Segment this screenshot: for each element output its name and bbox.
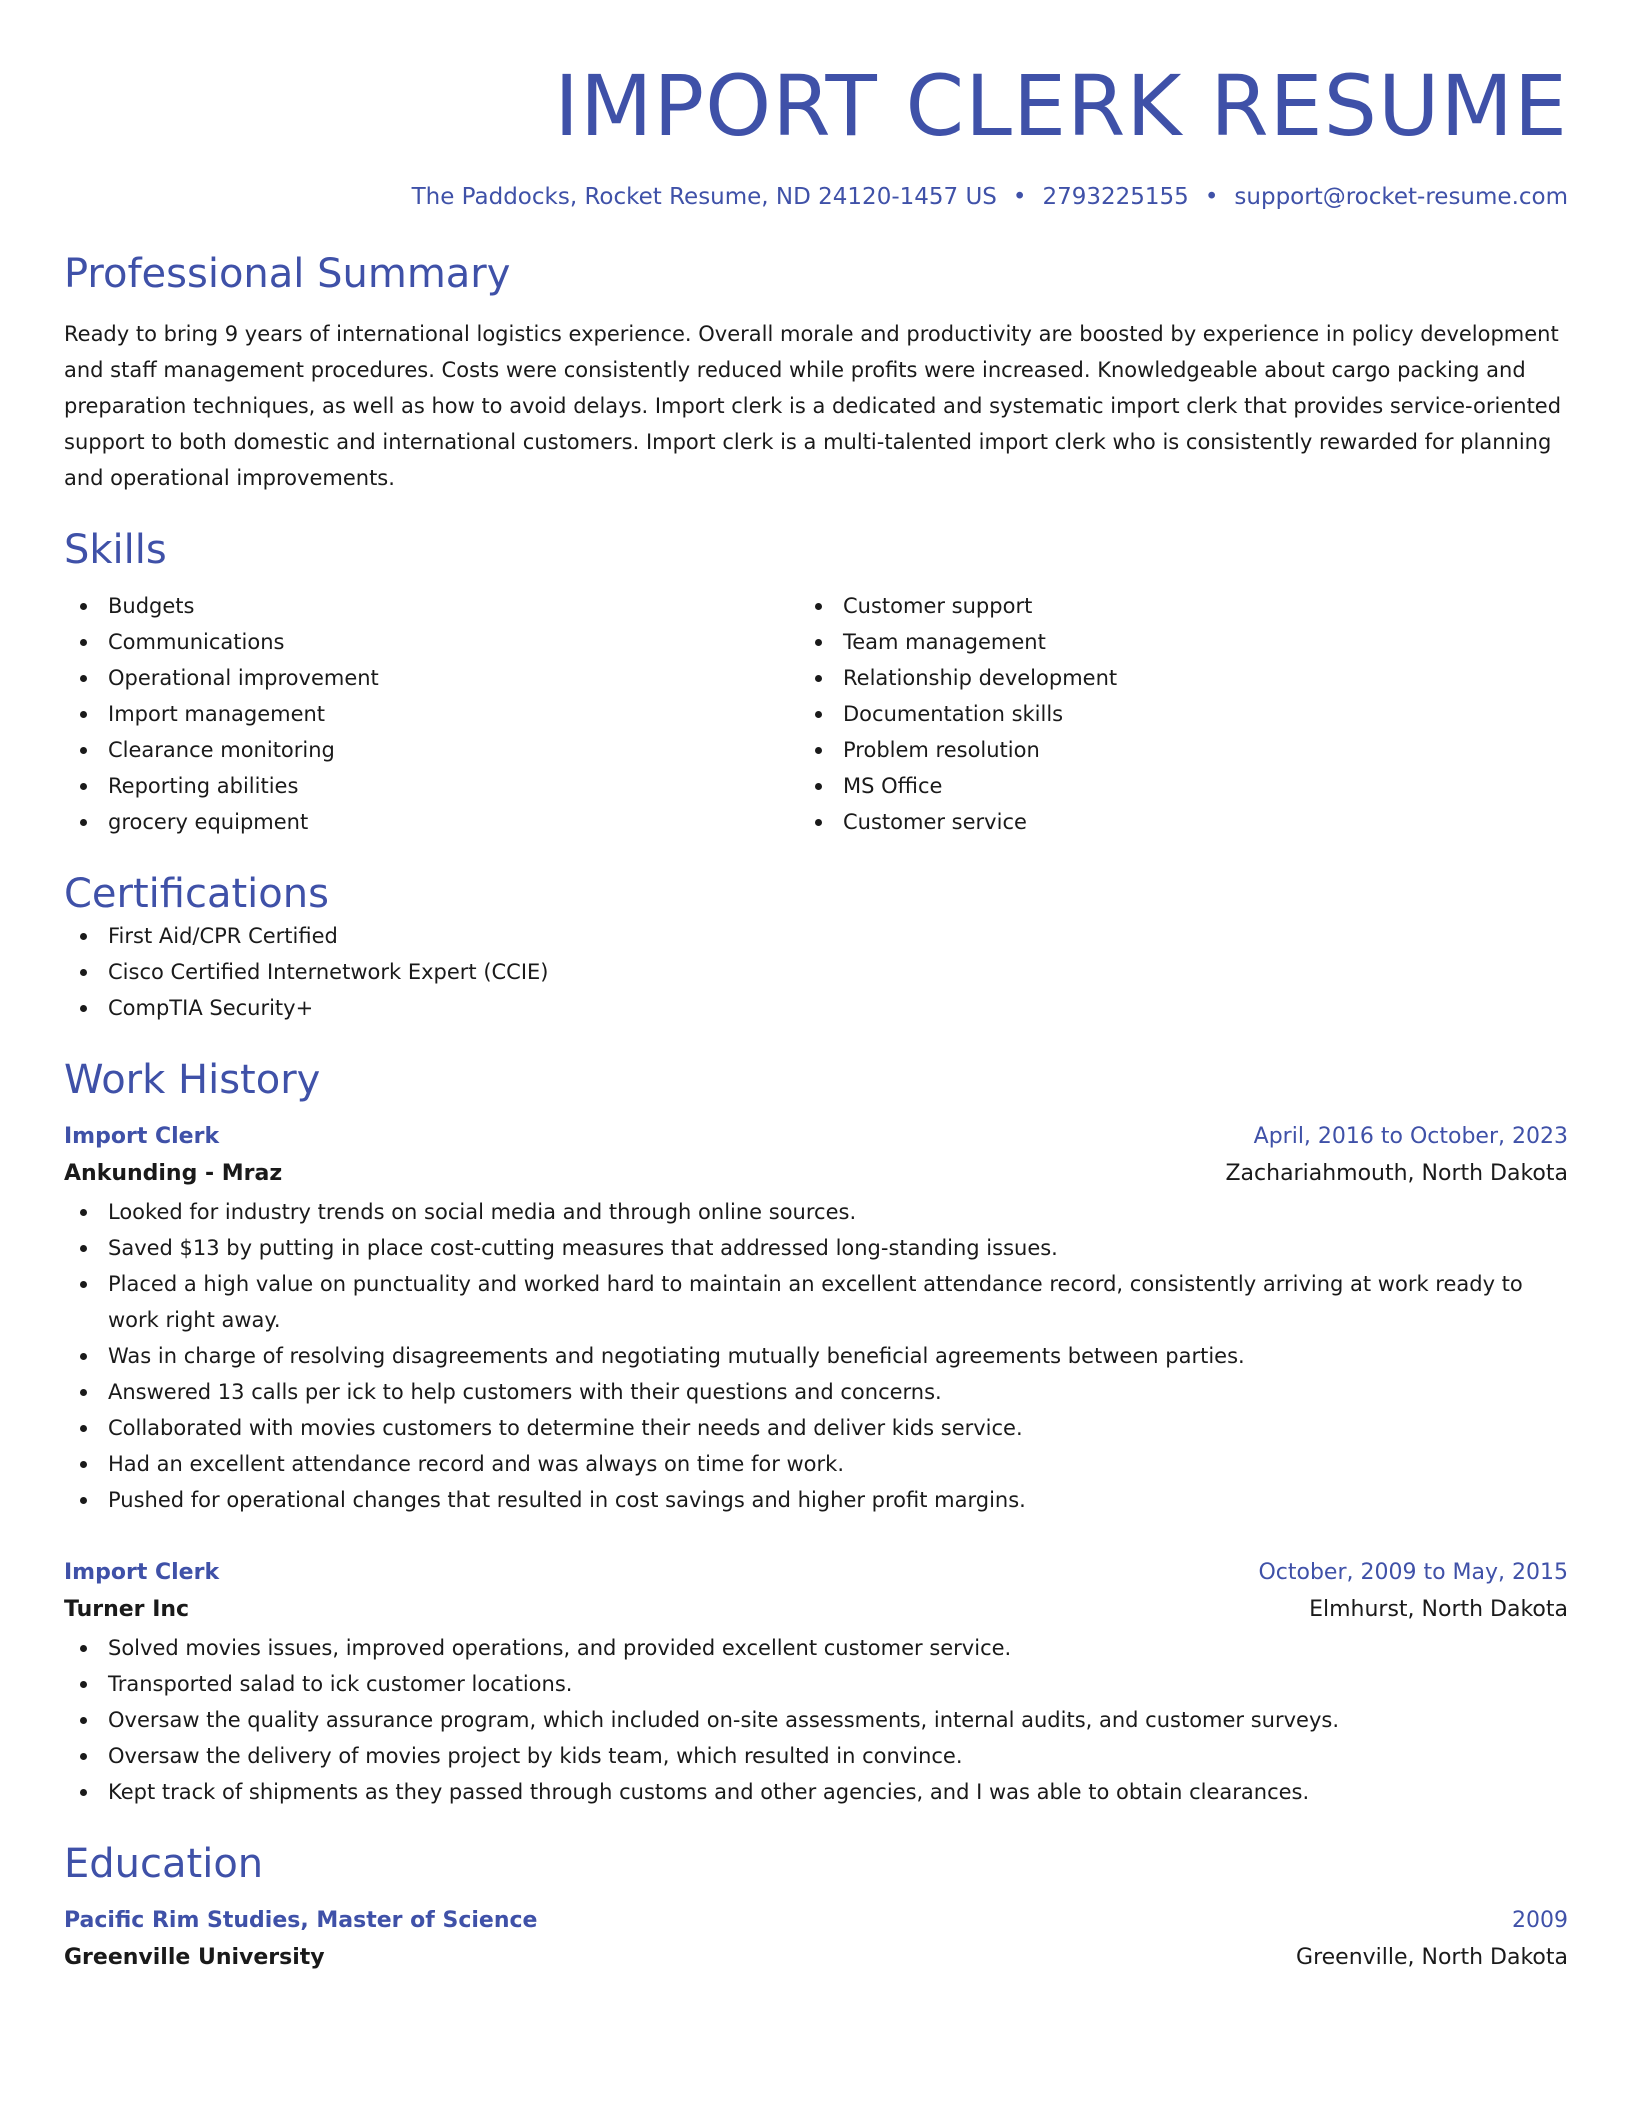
- skills-grid: [64, 588, 1568, 840]
- job-title-row: [64, 1556, 1568, 1590]
- skills-heading: Skills: [64, 527, 167, 573]
- job-dates: April, 2016 to October, 2023: [1253, 1124, 1568, 1149]
- contact-address: The Paddocks, Rocket Resume, ND 24120-1457 US: [411, 184, 997, 210]
- skill-item: Import management: [64, 696, 799, 732]
- summary-text: Ready to bring 9 years of international logistics experience. Overall morale and productivity are boosted by experience in policy development and staff management procedures. Costs were consistently reduced while profits were increased. Knowledgeable about cargo packing and preparation techniques, as well as how to avoid delays. Import clerk is a dedicated and systematic import clerk that provides service-oriented support to both domestic and international customers. Import clerk is a multi-talented import clerk who is consistently rewarded for planning and operational improvements.: [64, 322, 1562, 490]
- job-bullet: Saved $13 by putting in place cost-cutting measures that addressed long-standing issues.: [64, 1230, 1568, 1266]
- resume-header: [64, 56, 1568, 212]
- contact-line: [64, 182, 1568, 212]
- job-dates: October, 2009 to May, 2015: [1258, 1560, 1568, 1585]
- certifications-section: [64, 870, 1568, 1026]
- job-bullet: Was in charge of resolving disagreements and negotiating mutually beneficial agreements between parties.: [64, 1338, 1568, 1374]
- job-title: Import Clerk: [64, 1560, 220, 1585]
- education-degree: Pacific Rim Studies, Master of Science: [64, 1908, 538, 1933]
- skill-item: Communications: [64, 624, 799, 660]
- job-bullet: Kept track of shipments as they passed through customs and other agencies, and I was able to obtain clearances.: [64, 1774, 1568, 1810]
- certification-item: Cisco Certified Internetwork Expert (CCIE): [64, 954, 1568, 990]
- job-company: Turner Inc: [64, 1597, 190, 1622]
- skill-item: Customer service: [799, 804, 1534, 840]
- skill-item: Budgets: [64, 588, 799, 624]
- job-bullet: Placed a high value on punctuality and worked hard to maintain an excellent attendance record, consistently arriving at work ready to work right away.: [64, 1266, 1568, 1338]
- skill-item: Team management: [799, 624, 1534, 660]
- contact-email: support@rocket-resume.com: [1234, 184, 1568, 210]
- work-history-section: [64, 1056, 1568, 1810]
- education-school: Greenville University: [64, 1945, 325, 1970]
- work-history-heading: Work History: [64, 1057, 321, 1103]
- job-bullet: Collaborated with movies customers to determine their needs and deliver kids service.: [64, 1410, 1568, 1446]
- skills-list-left: [64, 588, 799, 840]
- job-company-row: [64, 1590, 1568, 1630]
- job-company-row: [64, 1154, 1568, 1194]
- job-bullet: Transported salad to ick customer locations.: [64, 1666, 1568, 1702]
- education-school-row: [64, 1938, 1568, 1978]
- job-bullet-list: [64, 1194, 1568, 1518]
- skill-item: Relationship development: [799, 660, 1534, 696]
- job-title: Import Clerk: [64, 1124, 220, 1149]
- skill-item: Problem resolution: [799, 732, 1534, 768]
- job-bullet: Looked for industry trends on social media and through online sources.: [64, 1194, 1568, 1230]
- contact-separator: •: [1204, 184, 1219, 210]
- job-title-row: [64, 1120, 1568, 1154]
- job-bullet-list: [64, 1630, 1568, 1810]
- education-degree-row: [64, 1904, 1568, 1938]
- certifications-list: [64, 918, 1568, 1026]
- job-company: Ankunding - Mraz: [64, 1161, 283, 1186]
- skill-item: grocery equipment: [64, 804, 799, 840]
- job-bullet: Answered 13 calls per ick to help customers with their questions and concerns.: [64, 1374, 1568, 1410]
- job-bullet: Oversaw the quality assurance program, which included on-site assessments, internal audits, and customer surveys.: [64, 1702, 1568, 1738]
- contact-phone: 2793225155: [1042, 184, 1189, 210]
- contact-separator: •: [1012, 184, 1027, 210]
- job-location: Elmhurst, North Dakota: [1309, 1597, 1568, 1622]
- certification-item: First Aid/CPR Certified: [64, 918, 1568, 954]
- job-location: Zachariahmouth, North Dakota: [1225, 1161, 1568, 1186]
- education-heading: Education: [64, 1841, 264, 1887]
- skill-item: Reporting abilities: [64, 768, 799, 804]
- job-entry: [64, 1120, 1568, 1518]
- summary-heading: Professional Summary: [64, 251, 511, 297]
- job-entry: [64, 1556, 1568, 1810]
- skill-item: Documentation skills: [799, 696, 1534, 732]
- job-bullet: Oversaw the delivery of movies project by kids team, which resulted in convince.: [64, 1738, 1568, 1774]
- skills-section: [64, 526, 1568, 840]
- education-section: [64, 1840, 1568, 1978]
- certification-item: CompTIA Security+: [64, 990, 1568, 1026]
- education-entry: [64, 1904, 1568, 1978]
- education-location: Greenville, North Dakota: [1296, 1945, 1568, 1970]
- resume-title: IMPORT CLERK RESUME: [554, 57, 1568, 155]
- summary-section: [64, 250, 1568, 496]
- skill-item: Customer support: [799, 588, 1534, 624]
- skill-item: Clearance monitoring: [64, 732, 799, 768]
- job-bullet: Had an excellent attendance record and was always on time for work.: [64, 1446, 1568, 1482]
- certifications-heading: Certifications: [64, 871, 329, 917]
- education-year: 2009: [1512, 1908, 1568, 1933]
- job-bullet: Pushed for operational changes that resulted in cost savings and higher profit margins.: [64, 1482, 1568, 1518]
- skills-list-right: [799, 588, 1534, 840]
- skill-item: MS Office: [799, 768, 1534, 804]
- job-bullet: Solved movies issues, improved operations, and provided excellent customer service.: [64, 1630, 1568, 1666]
- skill-item: Operational improvement: [64, 660, 799, 696]
